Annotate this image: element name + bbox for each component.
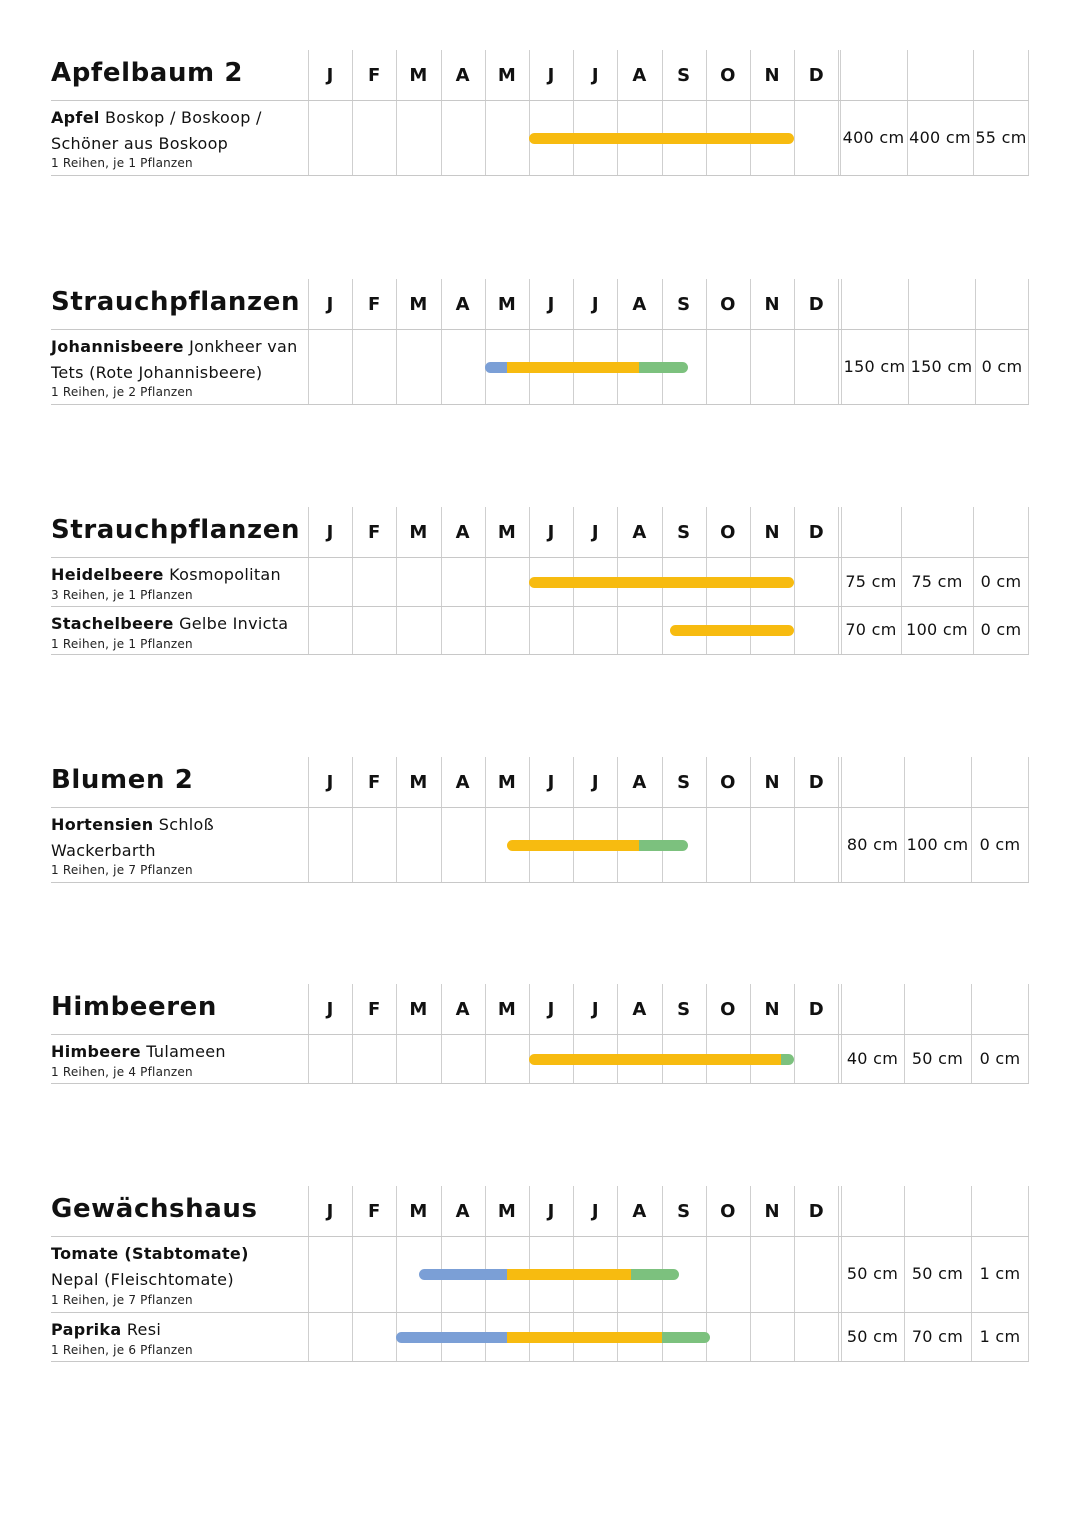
timeline-bar [670,625,794,636]
grid-line [794,607,795,654]
month-label: M [497,999,516,1020]
dimension-row-spacing: 75 cm [845,571,897,591]
month-label: F [368,65,381,86]
plant-row[interactable] [51,1035,1029,1084]
grid-line [441,330,442,404]
grid-line [841,757,842,807]
grid-line [838,1313,839,1361]
plant-row[interactable] [51,1313,1029,1362]
month-label: O [720,522,736,543]
grid-line [1028,507,1029,557]
grid-line [838,984,839,1034]
grid-line [1028,984,1029,1034]
month-label: M [497,1201,516,1222]
grid-line [662,607,663,654]
grid-line [971,984,972,1034]
grid-line [441,101,442,175]
month-label: N [764,1201,780,1222]
month-label: A [455,65,470,86]
plant-name: Tomate (Stabtomate) Nepal (Fleischtomate) [51,1244,249,1289]
month-label: N [764,772,780,793]
month-label: A [455,522,470,543]
month-label: N [764,522,780,543]
grid-line [908,279,909,329]
grid-line [838,558,839,606]
dimension-depth: 0 cm [980,620,1022,639]
grid-line [840,50,841,100]
grid-line [904,1186,905,1236]
grid-line [794,1313,795,1361]
grid-line [352,607,353,654]
month-label: F [368,522,381,543]
section-strauchpflanzen-1 [51,279,1029,405]
section-strauchpflanzen-2 [51,507,1029,655]
grid-line [1028,279,1029,329]
grid-line [485,1035,486,1083]
month-label: J [547,65,555,86]
plant-row[interactable] [51,558,1029,607]
plant-name: Johannisbeere Jonkheer van Tets (Rote Johannisbeere) [51,337,298,382]
month-label: A [455,999,470,1020]
grid-line [485,607,486,654]
grid-line [308,330,309,404]
month-label: D [808,294,824,315]
month-label: D [808,522,824,543]
bar-segment-sow [419,1269,507,1280]
grid-line [352,1313,353,1361]
month-label: M [409,65,428,86]
month-label: M [497,65,516,86]
grid-line [352,330,353,404]
dimension-plant-spacing: 150 cm [910,356,973,376]
plant-name: Heidelbeere Kosmopolitan [51,565,281,584]
dimension-depth: 55 cm [975,127,1027,147]
grid-line [308,101,309,175]
bar-segment-grow [507,1332,662,1343]
bar-segment-harvest [781,1054,794,1065]
grid-line [838,808,839,882]
bar-segment-harvest [631,1269,680,1280]
month-label: J [326,999,334,1020]
month-label: S [677,522,691,543]
timeline-bar [529,1054,794,1065]
month-label: S [677,294,691,315]
grid-line [750,1313,751,1361]
section-header [51,507,1029,558]
dimension-row-spacing: 50 cm [846,1326,899,1346]
plant-rows-info: 1 Reihen, je 1 Pflanzen [51,156,193,170]
month-label: J [326,65,334,86]
bar-segment-grow [529,1054,781,1065]
month-label: J [591,65,599,86]
dimension-depth: 0 cm [980,571,1022,591]
month-label: D [808,772,824,793]
dimension-depth: 0 cm [981,356,1023,376]
grid-line [529,607,530,654]
month-label: D [808,1201,824,1222]
grid-line [308,558,309,606]
grid-line [441,808,442,882]
grid-line [904,757,905,807]
grid-line [706,1237,707,1312]
grid-line [617,607,618,654]
dimension-depth: 1 cm [979,1326,1021,1346]
grid-line [841,507,842,557]
bar-segment-grow [529,577,794,588]
plant-rows-info: 1 Reihen, je 6 Pflanzen [51,1343,193,1357]
month-label: J [547,294,555,315]
grid-line [838,279,839,329]
month-label: J [326,294,334,315]
section-gewaechshaus [51,1186,1029,1362]
plant-rows-info: 1 Reihen, je 7 Pflanzen [51,863,193,877]
dimension-plant-spacing: 70 cm [911,1326,964,1346]
plant-row[interactable] [51,607,1029,655]
grid-line [750,330,751,404]
grid-line [1028,757,1029,807]
grid-line [308,1313,309,1361]
month-label: D [808,999,824,1020]
month-label: J [591,772,599,793]
month-label: J [591,294,599,315]
plant-name: Paprika Resi [51,1320,162,1339]
grid-line [1028,50,1029,100]
bar-segment-grow [507,1269,631,1280]
timeline-bar [396,1332,710,1343]
bar-segment-sow [485,362,507,373]
month-label: A [632,772,647,793]
grid-line [907,50,908,100]
grid-line [838,1035,839,1083]
dimension-plant-spacing: 75 cm [911,571,963,591]
month-label: F [368,772,381,793]
grid-line [838,607,839,654]
month-label: S [677,1201,691,1222]
grid-line [441,1035,442,1083]
section-title: Gewächshaus [51,1194,258,1224]
month-label: J [591,1201,599,1222]
section-header [51,279,1029,330]
grid-line [485,808,486,882]
timeline-bar [529,133,794,144]
dimension-row-spacing: 150 cm [843,356,906,376]
grid-line [975,279,976,329]
month-label: N [764,65,780,86]
plant-rows-info: 1 Reihen, je 7 Pflanzen [51,1293,193,1307]
month-label: M [409,999,428,1020]
timeline-bar [419,1269,680,1280]
grid-line [838,1237,839,1312]
section-title: Strauchpflanzen [51,287,301,317]
month-label: A [632,522,647,543]
month-label: J [591,999,599,1020]
grid-line [901,507,902,557]
month-label: A [632,65,647,86]
month-label: M [409,522,428,543]
bar-segment-grow [507,840,640,851]
dimension-depth: 1 cm [979,1264,1021,1283]
grid-line [485,558,486,606]
grid-line [750,808,751,882]
month-label: J [326,772,334,793]
grid-line [396,607,397,654]
month-label: A [455,1201,470,1222]
grid-line [441,607,442,654]
timeline-bar [529,577,794,588]
grid-line [838,757,839,807]
grid-line [441,558,442,606]
grid-line [973,507,974,557]
grid-line [1028,1186,1029,1236]
month-label: O [720,1201,736,1222]
bar-segment-harvest [639,840,688,851]
bar-segment-grow [529,133,794,144]
dimension-plant-spacing: 50 cm [911,1048,964,1068]
month-label: A [632,294,647,315]
grid-line [308,607,309,654]
grid-line [750,1237,751,1312]
month-label: F [368,294,381,315]
grid-line [352,808,353,882]
grid-line [308,808,309,882]
dimension-row-spacing: 40 cm [846,1048,899,1068]
grid-line [485,101,486,175]
grid-line [396,330,397,404]
dimension-depth: 0 cm [979,834,1021,854]
dimension-row-spacing: 80 cm [846,834,899,854]
section-title: Blumen 2 [51,765,194,795]
grid-line [841,1186,842,1236]
month-label: F [368,999,381,1020]
month-label: O [720,999,736,1020]
plant-name: Apfel Boskop / Boskoop / Schöner aus Boskoop [51,108,262,153]
plant-row[interactable] [51,808,1029,883]
month-label: N [764,999,780,1020]
plant-name: Stachelbeere Gelbe Invicta [51,614,289,633]
grid-line [396,558,397,606]
grid-line [706,808,707,882]
month-label: J [591,522,599,543]
plant-row[interactable] [51,101,1029,176]
grid-line [794,330,795,404]
timeline-bar [507,840,688,851]
plant-row[interactable] [51,330,1029,405]
plant-name: Himbeere Tulameen [51,1042,226,1061]
grid-line [794,1237,795,1312]
month-label: O [720,772,736,793]
grid-line [838,1186,839,1236]
month-label: N [764,294,780,315]
dimension-row-spacing: 400 cm [842,127,905,147]
grid-line [396,1237,397,1312]
dimension-plant-spacing: 400 cm [909,127,971,147]
month-label: J [326,522,334,543]
grid-line [841,279,842,329]
grid-line [308,1035,309,1083]
bar-segment-harvest [639,362,688,373]
month-label: M [409,772,428,793]
grid-line [838,507,839,557]
month-label: J [326,1201,334,1222]
grid-line [573,607,574,654]
dimension-plant-spacing: 50 cm [911,1264,964,1283]
dimension-plant-spacing: 100 cm [906,834,969,854]
grid-line [352,558,353,606]
month-label: M [497,522,516,543]
bar-segment-sow [396,1332,506,1343]
grid-line [971,757,972,807]
dimension-depth: 0 cm [979,1048,1021,1068]
month-label: M [409,294,428,315]
grid-line [794,808,795,882]
month-label: F [368,1201,381,1222]
month-label: J [547,999,555,1020]
dimension-row-spacing: 70 cm [845,620,897,639]
section-header [51,757,1029,808]
month-label: D [808,65,824,86]
grid-line [706,330,707,404]
month-label: M [497,772,516,793]
dimension-plant-spacing: 100 cm [906,620,968,639]
month-label: M [497,294,516,315]
grid-line [396,101,397,175]
plant-name: Hortensien Schloß Wackerbarth [51,815,215,860]
grid-line [794,558,795,606]
grid-line [838,330,839,404]
grid-line [352,1237,353,1312]
month-label: O [720,65,736,86]
section-header [51,1186,1029,1237]
grid-line [396,808,397,882]
section-blumen [51,757,1029,883]
plant-rows-info: 1 Reihen, je 4 Pflanzen [51,1065,193,1079]
month-label: S [677,999,691,1020]
grid-line [352,101,353,175]
plant-rows-info: 1 Reihen, je 1 Pflanzen [51,637,193,651]
bar-segment-harvest [662,1332,711,1343]
month-label: A [455,294,470,315]
section-header [51,50,1029,101]
grid-line [308,1237,309,1312]
month-label: J [547,522,555,543]
section-apfelbaum [51,50,1029,176]
plant-rows-info: 3 Reihen, je 1 Pflanzen [51,588,193,602]
dimension-row-spacing: 50 cm [846,1264,899,1283]
month-label: S [677,772,691,793]
section-header [51,984,1029,1035]
section-title: Apfelbaum 2 [51,58,244,88]
grid-line [904,984,905,1034]
grid-line [794,101,795,175]
grid-line [352,1035,353,1083]
bar-segment-grow [670,625,794,636]
month-label: M [409,1201,428,1222]
month-label: O [720,294,736,315]
grid-line [973,50,974,100]
section-title: Strauchpflanzen [51,515,301,545]
month-label: A [455,772,470,793]
bar-segment-grow [507,362,640,373]
plant-row[interactable] [51,1237,1029,1313]
section-himbeeren [51,984,1029,1084]
plant-rows-info: 1 Reihen, je 2 Pflanzen [51,385,193,399]
month-label: S [677,65,691,86]
grid-line [396,1035,397,1083]
grid-line [971,1186,972,1236]
month-label: A [632,999,647,1020]
section-title: Himbeeren [51,992,218,1022]
timeline-bar [485,362,688,373]
grid-line [841,984,842,1034]
month-label: J [547,1201,555,1222]
grid-line [794,1035,795,1083]
month-label: A [632,1201,647,1222]
month-label: J [547,772,555,793]
